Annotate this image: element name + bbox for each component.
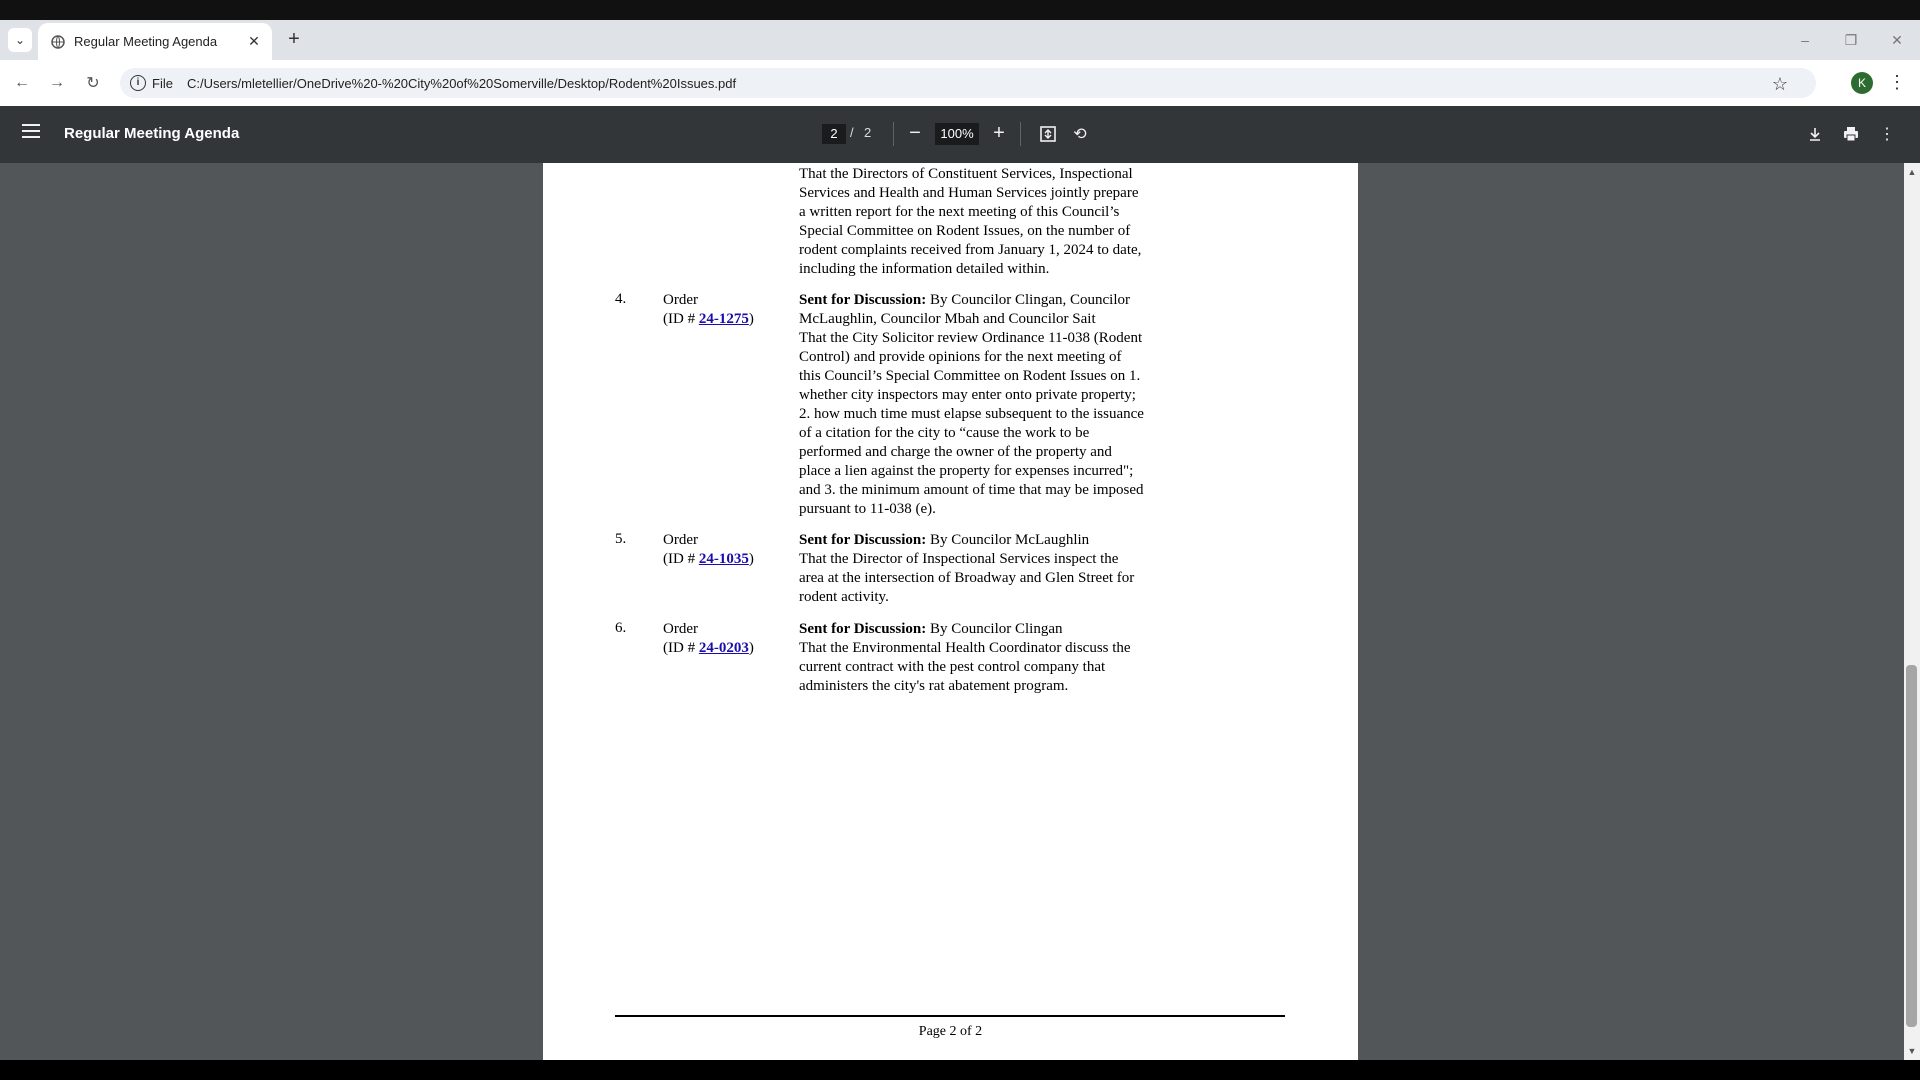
- text-line: Control) and provide opinions for the next meeting of: [799, 349, 1122, 365]
- text-line: [799, 620, 1063, 639]
- item-id-link[interactable]: 24-1035: [698, 551, 749, 567]
- url-text[interactable]: C:/Users/mletellier/OneDrive%20-%20City%20of%20Somerville/Desktop/Rodent%20Issues.pdf: [186, 75, 737, 91]
- text-line: and 3. the minimum amount of time that may be imposed: [799, 482, 1144, 498]
- screen-top-bar: [0, 0, 1920, 20]
- arrow-right-icon: →: [49, 74, 65, 91]
- item-heading: Sent for Discussion:: [799, 292, 927, 308]
- back-button[interactable]: [10, 71, 34, 95]
- scroll-up-arrow-icon[interactable]: ▲: [1907, 167, 1917, 177]
- toolbar-divider: [893, 122, 894, 146]
- text-line: [799, 531, 1089, 550]
- tab-strip: [0, 20, 1920, 60]
- item-id: [663, 639, 754, 658]
- id-prefix: (ID #: [663, 311, 699, 327]
- reload-button[interactable]: [81, 71, 105, 95]
- id-suffix: ): [748, 640, 754, 656]
- page-total: 2: [864, 125, 872, 140]
- text-line: including the information detailed within.: [799, 261, 1050, 277]
- print-icon[interactable]: [1839, 122, 1863, 146]
- text-line: [799, 291, 1130, 310]
- footer-divider: [615, 1015, 1285, 1017]
- text-line: rodent complaints received from January 1, 2024 to date,: [799, 242, 1142, 258]
- text-line: 2. how much time must elapse subsequent to the issuance: [799, 406, 1144, 422]
- hamburger-menu-icon[interactable]: [22, 124, 40, 138]
- fit-to-page-icon[interactable]: [1036, 122, 1060, 146]
- zoom-out-button[interactable]: −: [909, 122, 921, 144]
- item-heading: Sent for Discussion:: [799, 532, 927, 548]
- more-options-icon[interactable]: ⋮: [1879, 126, 1895, 143]
- zoom-level-input[interactable]: 100%: [935, 123, 979, 145]
- screen-bottom-bar: [0, 1060, 1920, 1080]
- rotate-icon[interactable]: ⟲: [1073, 126, 1087, 143]
- scroll-down-arrow-icon[interactable]: ▼: [1907, 1046, 1917, 1056]
- bookmark-star-icon[interactable]: ☆: [1771, 74, 1788, 94]
- item-sponsors: By Councilor McLaughlin: [926, 532, 1090, 548]
- text-line: performed and charge the owner of the property and: [799, 444, 1112, 460]
- restore-button[interactable]: ❐: [1844, 31, 1858, 48]
- item-number: 6.: [615, 620, 627, 636]
- scrollbar-thumb[interactable]: [1906, 665, 1917, 1027]
- item-number: 4.: [615, 291, 627, 307]
- item-id: [663, 310, 754, 329]
- text-line: area at the intersection of Broadway and Glen Street for: [799, 570, 1135, 586]
- text-line: That the Director of Inspectional Services inspect the: [799, 551, 1119, 567]
- globe-icon: [50, 34, 66, 50]
- url-scheme-label: File: [152, 75, 173, 91]
- item-number: 5.: [615, 531, 627, 547]
- info-icon[interactable]: i: [130, 75, 146, 91]
- page-separator: /: [850, 125, 854, 140]
- text-line: Services and Health and Human Services jointly prepare: [799, 185, 1139, 201]
- new-tab-button[interactable]: +: [288, 28, 300, 50]
- browser-toolbar: [0, 60, 1920, 106]
- text-line: rodent activity.: [799, 589, 889, 605]
- item-id-link[interactable]: 24-1275: [698, 311, 749, 327]
- tab-title: Regular Meeting Agenda: [74, 34, 218, 49]
- text-line: McLaughlin, Councilor Mbah and Councilor Sait: [799, 311, 1096, 327]
- tab-search-button[interactable]: [8, 28, 32, 52]
- item-type: Order: [663, 621, 698, 637]
- text-line: whether city inspectors may enter onto private property;: [799, 387, 1136, 403]
- text-line: place a lien against the property for expenses incurred";: [799, 463, 1134, 479]
- text-line: a written report for the next meeting of this Council’s: [799, 204, 1120, 220]
- text-line: That the Directors of Constituent Services, Inspectional: [799, 166, 1133, 182]
- forward-button[interactable]: [45, 71, 69, 95]
- text-line: pursuant to 11-038 (e).: [799, 501, 936, 517]
- vertical-scrollbar[interactable]: [1904, 163, 1920, 1060]
- profile-avatar[interactable]: K: [1851, 72, 1873, 94]
- zoom-in-button[interactable]: +: [993, 122, 1005, 144]
- text-line: That the City Solicitor review Ordinance 11-038 (Rodent: [799, 330, 1143, 346]
- minimize-button[interactable]: –: [1801, 32, 1809, 48]
- id-suffix: ): [748, 551, 754, 567]
- close-window-button[interactable]: ✕: [1891, 31, 1903, 48]
- pdf-toolbar: [0, 106, 1920, 163]
- text-line: That the Environmental Health Coordinator discuss the: [799, 640, 1131, 656]
- id-prefix: (ID #: [663, 551, 699, 567]
- tab-close-icon[interactable]: ✕: [248, 33, 260, 49]
- text-line: of a citation for the city to “cause the work to be: [799, 425, 1090, 441]
- browser-menu-icon[interactable]: ⋮: [1888, 72, 1906, 92]
- item-type: Order: [663, 292, 698, 308]
- text-line: Special Committee on Rodent Issues, on the number of: [799, 223, 1131, 239]
- item-sponsors: By Councilor Clingan, Councilor: [926, 292, 1130, 308]
- download-icon[interactable]: [1803, 122, 1827, 146]
- document-title: Regular Meeting Agenda: [64, 125, 240, 142]
- pdf-page: [543, 163, 1358, 1060]
- pdf-viewer[interactable]: [0, 163, 1920, 1060]
- item-id: [663, 550, 754, 569]
- arrow-left-icon: ←: [14, 74, 30, 91]
- text-line: administers the city's rat abatement program.: [799, 678, 1069, 694]
- item-sponsors: By Councilor Clingan: [926, 621, 1063, 637]
- browser-tab[interactable]: [38, 23, 272, 60]
- page-footer: Page 2 of 2: [918, 1024, 983, 1039]
- reload-icon: ↻: [86, 75, 100, 92]
- text-line: this Council’s Special Committee on Rodent Issues on 1.: [799, 368, 1141, 384]
- page-number-input[interactable]: 2: [822, 124, 846, 144]
- item-heading: Sent for Discussion:: [799, 621, 927, 637]
- text-line: current contract with the pest control company that: [799, 659, 1106, 675]
- item-type: Order: [663, 532, 698, 548]
- chevron-down-icon: ⌄: [14, 33, 26, 47]
- item-id-link[interactable]: 24-0203: [698, 640, 749, 656]
- toolbar-divider: [1020, 122, 1021, 146]
- id-suffix: ): [748, 311, 754, 327]
- address-bar[interactable]: [120, 68, 1816, 98]
- id-prefix: (ID #: [663, 640, 699, 656]
